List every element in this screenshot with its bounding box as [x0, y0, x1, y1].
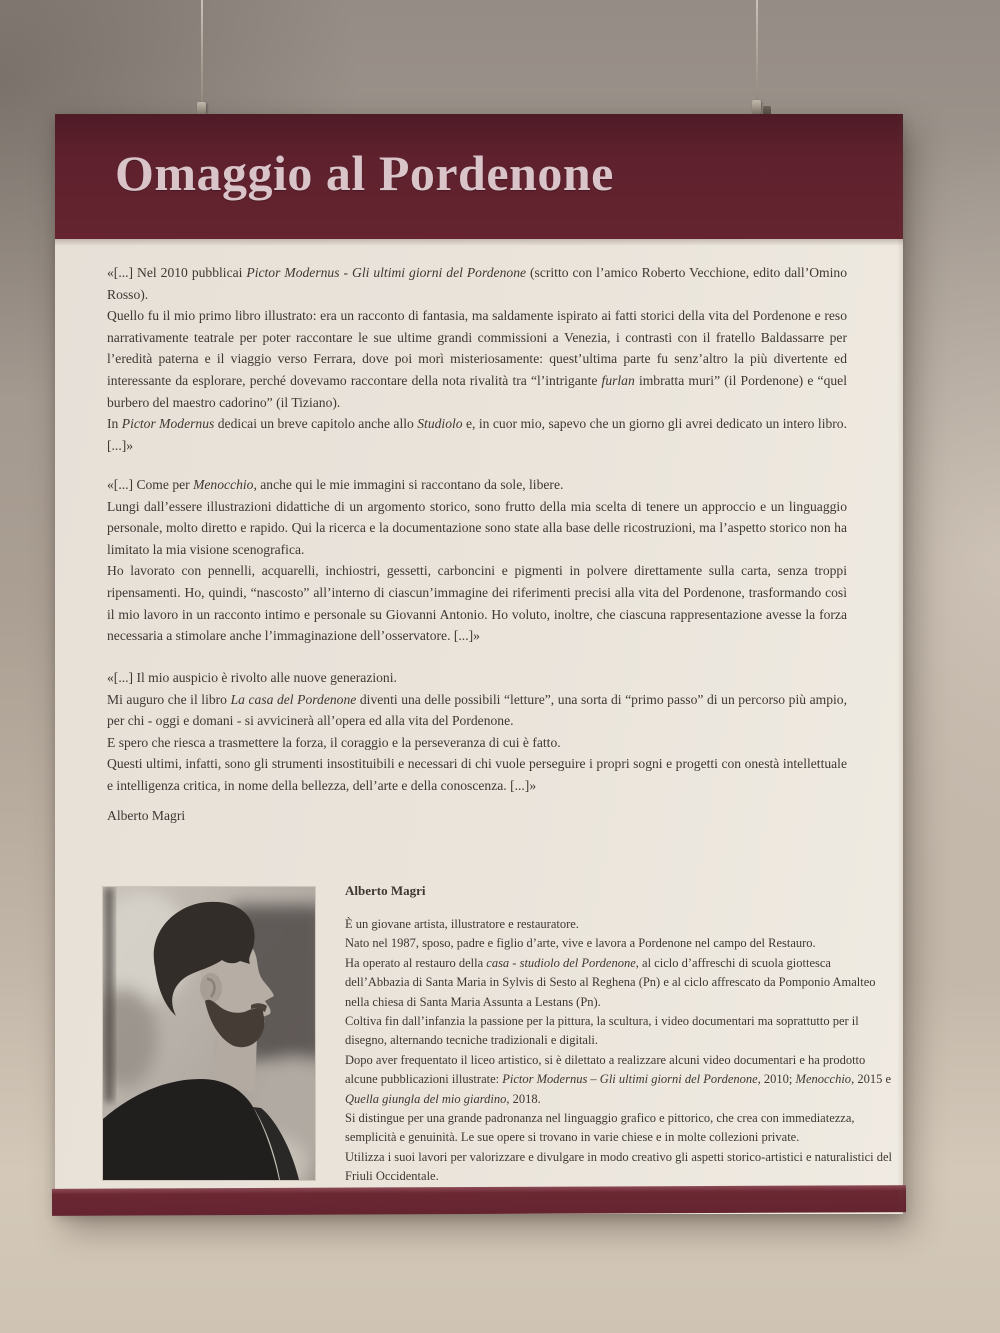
quote-block-1: «[...] Nel 2010 pubblicai Pictor Modernus - Gli ultimi giorni del Pordenone (scritto con l’amico Roberto Vecchione, edito dall’Omino Rosso). Quello fu il mio primo libro illustrato: era un racconto di fantasia, ma saldamente ispirato ai fatti storici della vita del Pordenone e reso narrativamente teatrale per poter raccontare le sue ultime grandi commissioni a Venezia, i contrasti con il fratello Baldassarre per l’eredità paterna e il viaggio verso Ferrara, dove poi morì misteriosamente: quest’ultima parte fu senz’altro la più divertente ed interessante da esplorare, perché dovevamo raccontare della nota rivalità tra “l’intrigante furlan imbratta muri” (il Pordenone) e “quel burbero del maestro cadorino” (il Tiziano). In Pictor Modernus dedicai un breve capitolo anche allo Studiolo e, in cuor mio, sapevo che un giorno gli avrei dedicato un intero libro. [...]»: [107, 265, 848, 453]
panel-header-band: [55, 114, 903, 239]
bio-name: Alberto Magri: [345, 883, 426, 898]
panel-title: Omaggio al Pordenone: [115, 145, 614, 201]
wire-clip-right-icon: [752, 100, 761, 114]
hanging-wire-right-icon: [756, 0, 758, 114]
portrait-photo: [103, 887, 315, 1180]
exhibition-panel: [55, 114, 903, 1214]
quote-block-3: «[...] Il mio auspicio è rivolto alle nuove generazioni. Mi auguro che il libro La casa del Pordenone diventi una delle possibili “letture”, una sorta di “primo passo” di un percorso più ampio, per chi - oggi e domani - si avvicinerà all’opera ed alla vita del Pordenone. E spero che riesca a trasmettere la forza, il coraggio e la perseveranza di cui è fatto. Questi ultimi, infatti, sono gli strumenti insostituibili e necessari di chi vuole perseguire i propri sogni e progetti con onestà intellettuale e intelligenza critica, in nome della bellezza, dell’arte e della conoscenza. [...]»: [107, 670, 847, 793]
author-signature: Alberto Magri: [107, 808, 186, 823]
hanging-wire-left-icon: [201, 0, 203, 114]
portrait-photo-image: [103, 887, 315, 1180]
bio-paragraphs: È un giovane artista, illustratore e restauratore. Nato nel 1987, sposo, padre e figlio d’arte, vive e lavora a Pordenone nel campo del Restauro. Ha operato al restauro della casa - studiolo del Pordenone, al ciclo d’affreschi di scuola giottesca dell’Abbazia di Santa Maria in Sylvis di Sesto al Reghena (Pn) e al ciclo affrescato da Pomponio Amalteo nella chiesa di Santa Maria Assunta a Lestans (Pn). Coltiva fin dall’infanzia la passione per la pittura, la scultura, i video documentari ma soprattutto per il disegno, alternando tecniche tradizionali e digitali. Dopo aver frequentato il liceo artistico, si è dilettato a realizzare alcuni video documentari e ha prodotto alcune pubblicazioni illustrate: Pictor Modernus – Gli ultimi giorni del Pordenone, 2010; Menocchio, 2015 e Quella giungla del mio giardino, 2018. Si distingue per una grande padronanza nel linguaggio grafico e pittorico, che crea con immediatezza, semplicità e genuinità. Le sue opere si trovano in varie chiese e in molte collezioni private. Utilizza i suoi lavori per valorizzare e divulgare in modo creativo gli aspetti storico-artistici e naturalistici del Friuli Occidentale.: [345, 917, 893, 1184]
quote-block-2: «[...] Come per Menocchio, anche qui le mie immagini si raccontano da sole, libere. Lungi dall’essere illustrazioni didattiche di un argomento storico, sono frutto della mia scelta di tenere un approccio e un linguaggio personale, molto diretto e rapido. Qui la ricerca e la documentazione sono state alla base delle ricostruzioni, ma l’aspetto storico non ha limitato la mia visione scenografica. Ho lavorato con pennelli, acquarelli, inchiostri, gessetti, carboncini e pigmenti in polvere direttamente sulla carta, senza troppi ripensamenti. Ho, quindi, “nascosto” all’interno di ciascun’immagine dei riferimenti precisi alla vita del Pordenone, trasformando così il mio lavoro in un racconto intimo e personale su Giovanni Antonio. Ho voluto, inoltre, che ciascuna rappresentazione avesse la forza necessaria a stimolare anche l’immaginazione dell’osservatore. [...]»: [107, 477, 847, 644]
panel-footer-strip: [52, 1185, 906, 1216]
